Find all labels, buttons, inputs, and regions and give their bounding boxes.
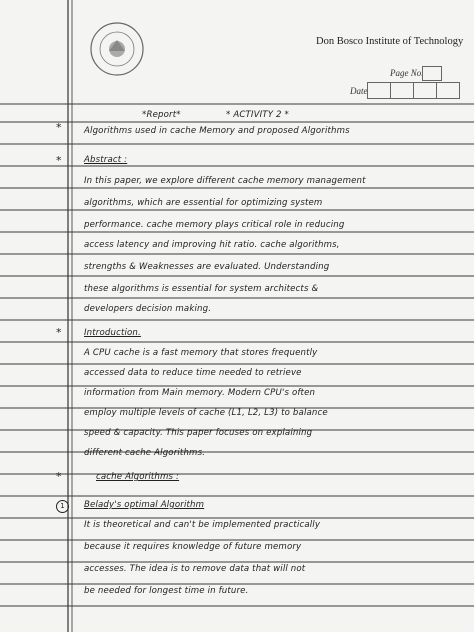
abstract-line: these algorithms is essential for system architects & (84, 284, 319, 294)
report-heading: *Report* (142, 110, 181, 120)
abstract-heading: Abstract : (84, 155, 128, 165)
title-bullet: * (56, 121, 62, 134)
abstract-line: In this paper, we explore different cache memory management (84, 176, 366, 186)
report-title: Algorithms used in cache Memory and proposed Algorithms (84, 126, 350, 136)
introduction-line: different cache Algorithms. (84, 448, 206, 458)
belady-line: It is theoretical and can't be implemented practically (84, 520, 321, 530)
introduction-bullet: * (56, 326, 62, 339)
introduction-line: speed & capacity. This paper focuses on explaining (84, 428, 313, 438)
introduction-line: employ multiple levels of cache (L1, L2, L3) to balance (84, 408, 328, 418)
date-label: Date (350, 86, 368, 96)
institute-seal-logo (88, 20, 146, 78)
section-number-circle: 1 (56, 500, 69, 513)
belady-line: be needed for longest time in future. (84, 586, 249, 596)
algorithms-heading: cache Algorithms : (96, 472, 180, 482)
belady-line: accesses. The idea is to remove data that will not (84, 564, 306, 574)
abstract-bullet: * (56, 154, 62, 167)
page-number-label: Page No. (390, 68, 424, 78)
abstract-line: strengths & Weaknesses are evaluated. Understanding (84, 262, 330, 272)
introduction-line: information from Main memory. Modern CPU's often (84, 388, 316, 398)
abstract-line: developers decision making. (84, 304, 212, 314)
activity-heading: * ACTIVITY 2 * (226, 110, 289, 120)
introduction-heading: Introduction. (84, 328, 141, 338)
institute-name: Don Bosco Institute of Technology (316, 36, 464, 47)
introduction-line: accessed data to reduce time needed to retrieve (84, 368, 302, 378)
algorithms-bullet: * (56, 470, 62, 483)
abstract-line: access latency and improving hit ratio. cache algorithms, (84, 240, 340, 250)
abstract-line: algorithms, which are essential for optimizing system (84, 198, 323, 208)
date-boxes (368, 82, 460, 99)
page-number-box (422, 66, 442, 81)
belady-heading: Belady's optimal Algorithm (84, 500, 205, 510)
introduction-line: A CPU cache is a fast memory that stores frequently (84, 348, 318, 358)
belady-line: because it requires knowledge of future memory (84, 542, 302, 552)
abstract-line: performance. cache memory plays critical role in reducing (84, 220, 345, 230)
